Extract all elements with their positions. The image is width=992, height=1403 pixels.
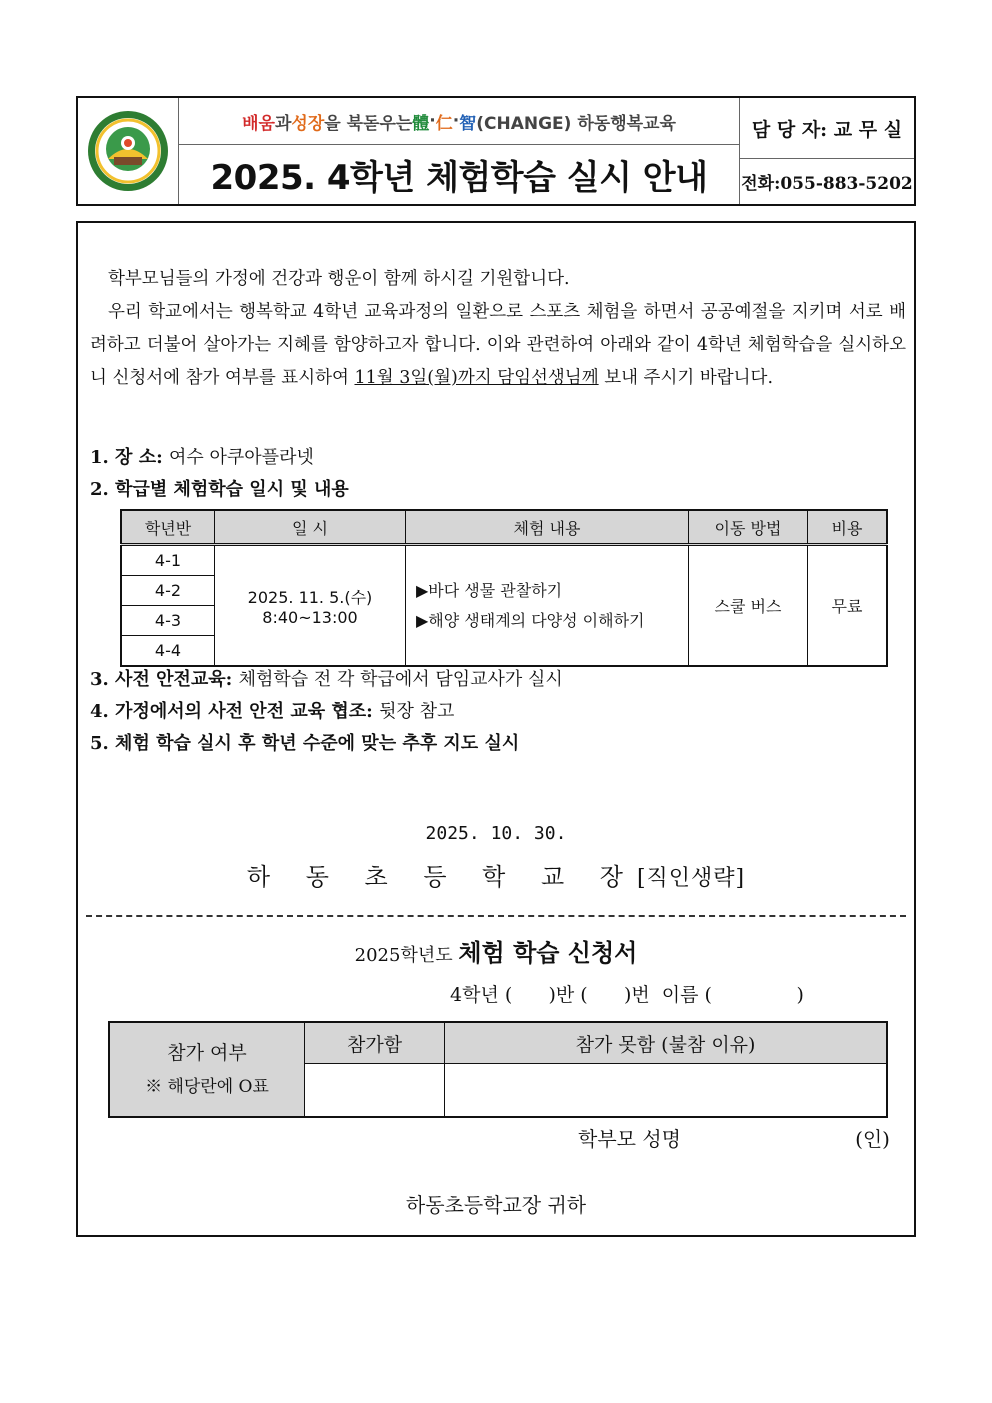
intro-line-1: 학부모님들의 가정에 건강과 행운이 함께 하시길 기원합니다. <box>108 269 570 289</box>
slogan-part: 體 <box>412 113 430 134</box>
schedule-date: 2025. 11. 5.(수) <box>247 587 373 607</box>
school-logo-cell <box>78 98 179 204</box>
item-label: 3. 사전 안전교육: <box>90 669 239 690</box>
cut-line <box>86 915 906 917</box>
item-schedule <box>90 475 349 501</box>
document-body <box>76 221 916 1237</box>
student-info-line: 4학년 ( )반 ( )번 이름 ( ) <box>450 984 804 1006</box>
schedule-header: 일 시 <box>215 510 406 545</box>
transport-cell: 스쿨 버스 <box>689 545 808 667</box>
content-item: ▶해양 생태계의 다양성 이해하기 <box>416 610 645 630</box>
schedule-header: 학년반 <box>121 510 215 545</box>
form-year: 2025학년도 <box>354 945 459 966</box>
document-header <box>76 96 916 206</box>
slogan-part: 성장 <box>291 113 325 134</box>
principal-name: 하 동 초 등 학 교 장 <box>246 863 637 891</box>
deadline-text: 11월 3일(월)까지 담임선생님께 <box>354 368 599 388</box>
participation-label-cell <box>109 1022 305 1117</box>
class-cell: 4-3 <box>121 606 215 636</box>
content-item: ▶바다 생물 관찰하기 <box>416 580 563 600</box>
content-cell <box>406 545 689 667</box>
page-title: 2025. 4학년 체험학습 실시 안내 <box>210 158 708 198</box>
schedule-header: 비용 <box>808 510 888 545</box>
slogan-part: · <box>429 111 436 131</box>
item-value: 뒷장 참고 <box>379 701 455 722</box>
item-label: 4. 가정에서의 사전 안전 교육 협조: <box>90 701 380 722</box>
schedule-header: 체험 내용 <box>406 510 689 545</box>
contact-person: 담 당 자: 교 무 실 <box>740 98 914 159</box>
form-title-text: 체험 학습 신청서 <box>458 938 638 967</box>
title-cell <box>179 98 740 204</box>
intro-line-2 <box>90 296 906 395</box>
slogan <box>179 98 739 145</box>
cost-cell: 무료 <box>808 545 888 667</box>
parent-seal: (인) <box>855 1127 890 1151</box>
form-title <box>78 933 914 968</box>
slogan-part: 智 <box>459 113 477 134</box>
item-label: 1. 장 소: <box>90 447 170 468</box>
item-value: 여수 아쿠아플라넷 <box>169 447 314 468</box>
slogan-part: (CHANGE) 하동행복교육 <box>476 113 676 134</box>
item-label: 2. 학급별 체험학습 일시 및 내용 <box>90 479 349 500</box>
intro-text-end: 보내 주시기 바랍니다. <box>598 368 774 388</box>
application-table <box>108 1021 888 1118</box>
schedule-table <box>120 509 888 667</box>
absence-reason-cell[interactable] <box>445 1064 887 1118</box>
not-participate-header: 참가 못함 (불참 이유) <box>445 1022 887 1064</box>
school-emblem-icon <box>86 109 170 193</box>
item-safety-education <box>90 665 563 691</box>
schedule-header: 이동 방법 <box>689 510 808 545</box>
intro-paragraph <box>90 263 906 395</box>
addressee: 하동초등학교장 귀하 <box>405 1193 587 1217</box>
participation-note: ※ 해당란에 O표 <box>145 1076 269 1097</box>
participate-mark-cell[interactable] <box>305 1064 445 1118</box>
parent-signature-line <box>578 1123 890 1152</box>
datetime-cell <box>215 545 406 667</box>
seal-note: [직인생략] <box>636 866 746 891</box>
schedule-time: 8:40~13:00 <box>262 607 358 627</box>
item-location <box>90 443 314 469</box>
contact-phone: 전화:055-883-5202 <box>741 174 913 194</box>
participation-label: 참가 여부 <box>167 1041 247 1064</box>
slogan-part: 을 북돋우는 <box>324 113 413 134</box>
item-home-cooperation <box>90 697 454 723</box>
participate-header: 참가함 <box>305 1022 445 1064</box>
principal-signoff <box>78 857 914 892</box>
parent-name-label: 학부모 성명 <box>578 1127 681 1151</box>
item-label: 5. 체험 학습 실시 후 학년 수준에 맞는 추후 지도 실시 <box>90 733 520 754</box>
slogan-part: · <box>452 111 460 131</box>
item-value: 체험학습 전 각 학급에서 담임교사가 실시 <box>238 669 563 690</box>
item-followup <box>90 729 519 755</box>
class-cell: 4-4 <box>121 636 215 667</box>
intro-text: 우리 학교에서는 행복학교 4학년 교육과정의 일환으로 스포츠 체험을 하면서 공공예절을 지키며 서로 배려하고 더불어 살아가는 지혜를 함양하고자 합니다. 이와 관련하여 아래와 같이 4학년 체험학습을 실시하오니 신청서에 참가 여부를 표시하여 <box>90 302 906 388</box>
class-cell: 4-1 <box>121 545 215 576</box>
slogan-part: 배움 <box>242 113 275 134</box>
notice-date: 2025. 10. 30. <box>425 823 567 844</box>
slogan-part: 仁 <box>435 113 453 134</box>
contact-cell <box>740 98 914 204</box>
slogan-part: 과 <box>274 113 292 134</box>
class-cell: 4-2 <box>121 576 215 606</box>
